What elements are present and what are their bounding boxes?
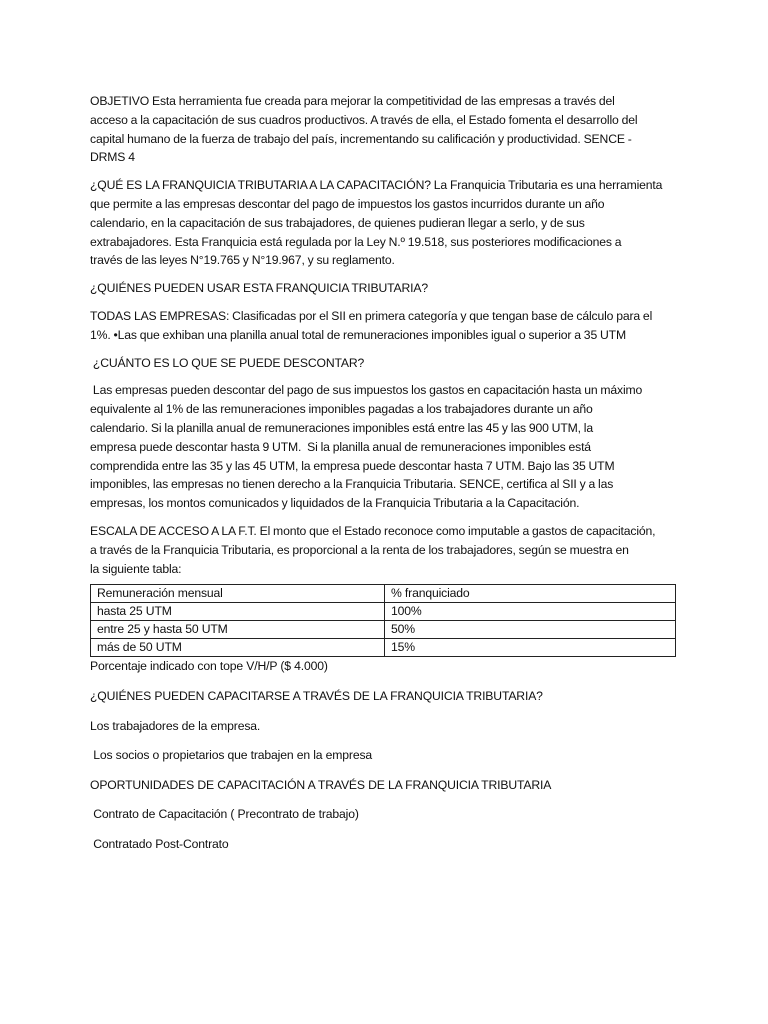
contratado-item: Contratado Post-Contrato — [90, 836, 229, 851]
text-line: ¿QUÉ ES LA FRANQUICIA TRIBUTARIA A LA CAPACITACIÓN? La Franquicia Tributaria es una herramienta — [90, 178, 663, 193]
text-line: a través de la Franquicia Tributaria, es proporcional a la renta de los trabajadores, según se muestra en — [90, 542, 629, 557]
table-row — [91, 621, 676, 639]
franquicia-table — [90, 584, 676, 657]
contrato-item: Contrato de Capacitación ( Precontrato de trabajo) — [90, 807, 359, 822]
todas-paragraph — [90, 307, 680, 345]
table-cell: 100% — [385, 603, 676, 621]
table-cell: 50% — [385, 621, 676, 639]
escala-paragraph — [90, 522, 680, 578]
table-cell: entre 25 y hasta 50 UTM — [91, 621, 385, 639]
text-line: la siguiente tabla: — [90, 561, 182, 576]
descuento-paragraph — [90, 381, 680, 513]
trabajadores-item: Los trabajadores de la empresa. — [90, 718, 261, 733]
text-line: DRMS 4 — [90, 150, 135, 165]
text-line: 1%. •Las que exhiban una planilla anual total de remuneraciones imponibles igual o superior a 35 UTM — [90, 327, 626, 342]
quienes-capacitarse-heading: ¿QUIÉNES PUEDEN CAPACITARSE A TRAVÉS DE LA FRANQUICIA TRIBUTARIA? — [90, 689, 543, 704]
tope-note: Porcentaje indicado con tope V/H/P ($ 4.000) — [90, 659, 328, 674]
table-row — [91, 603, 676, 621]
quienes-usar-heading — [90, 279, 680, 298]
text-line: comprendida entre las 35 y las 45 UTM, la empresa puede descontar hasta 7 UTM. Bajo las 35 UTM — [90, 458, 615, 473]
text-line: OBJETIVO Esta herramienta fue creada para mejorar la competitividad de las empresas a través del — [90, 94, 615, 108]
table-cell: más de 50 UTM — [91, 639, 385, 657]
cuanto-heading — [90, 354, 680, 373]
text-line: ESCALA DE ACCESO A LA F.T. El monto que el Estado reconoce como imputable a gastos de capacitación, — [90, 523, 656, 538]
text-line: ¿QUIÉNES PUEDEN USAR ESTA FRANQUICIA TRIBUTARIA? — [90, 281, 429, 296]
text-line: Las empresas pueden descontar del pago de sus impuestos los gastos en capacitación hasta un máximo — [90, 383, 643, 398]
text-line: empresas, los montos comunicados y liquidados de la Franquicia Tributaria a la Capacitación. — [90, 496, 580, 511]
text-line: través de las leyes N°19.765 y N°19.967, y su reglamento. — [90, 253, 395, 268]
oportunidades-heading: OPORTUNIDADES DE CAPACITACIÓN A TRAVÉS DE LA FRANQUICIA TRIBUTARIA — [90, 777, 552, 792]
text-line: que permite a las empresas descontar del pago de impuestos los gastos incurridos durante un año — [90, 196, 605, 211]
table-cell: 15% — [385, 639, 676, 657]
text-line: capital humano de la fuerza de trabajo del país, incrementando su calificación y productividad. SENCE - — [90, 131, 632, 146]
table-header-row — [91, 585, 676, 603]
socios-item: Los socios o propietarios que trabajen en la empresa — [90, 748, 373, 763]
text-line: TODAS LAS EMPRESAS: Clasificadas por el SII en primera categoría y que tengan base de cálculo para el — [90, 308, 653, 323]
table-header-cell: Remuneración mensual — [91, 585, 385, 603]
table-header-cell: % franquiciado — [385, 585, 676, 603]
table-row — [91, 639, 676, 657]
text-line: acceso a la capacitación de sus cuadros productivos. A través de ella, el Estado fomenta el desarrollo del — [90, 112, 638, 127]
document-page — [90, 92, 680, 864]
text-line: extrabajadores. Esta Franquicia está regulada por la Ley N.º 19.518, sus posteriores modificaciones a — [90, 234, 622, 249]
text-line: imponibles, las empresas no tienen derecho a la Franquicia Tributaria. SENCE, certifica al SII y a las — [90, 477, 614, 492]
text-line: calendario, en la capacitación de sus trabajadores, de quienes pudieran llegar a serlo, y de sus — [90, 215, 585, 230]
table-cell: hasta 25 UTM — [91, 603, 385, 621]
text-line: ¿CUÁNTO ES LO QUE SE PUEDE DESCONTAR? — [90, 355, 365, 370]
text-line: empresa puede descontar hasta 9 UTM. Si la planilla anual de remuneraciones imponibles está — [90, 439, 591, 454]
text-line: calendario. Si la planilla anual de remuneraciones imponibles está entre las 45 y las 900 UTM, la — [90, 420, 593, 435]
objetivo-paragraph — [90, 92, 680, 167]
text-line: equivalente al 1% de las remuneraciones imponibles pagadas a los trabajadores durante un año — [90, 402, 593, 417]
que-es-paragraph — [90, 176, 680, 270]
